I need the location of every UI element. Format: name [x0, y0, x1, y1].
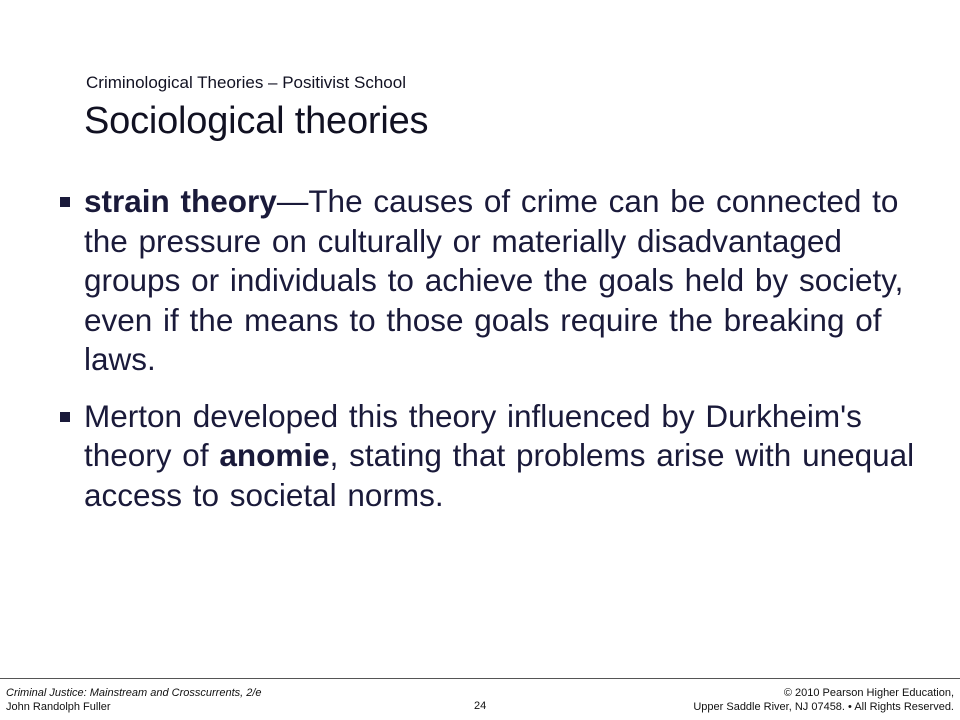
footer-book-title: Criminal Justice: Mainstream and Crosscurrents, 2/e	[6, 687, 262, 699]
copyright-line-2: Upper Saddle River, NJ 07458. • All Rights Reserved.	[693, 701, 954, 713]
bullet-text-before: Merton developed this theory influenced by Durkheim's theory of	[84, 397, 862, 473]
slide-body	[60, 182, 920, 515]
page-number: 24	[474, 700, 487, 712]
footer-author: John Randolph Fuller	[6, 701, 111, 713]
bullet-merton	[60, 397, 920, 516]
bullet-term: anomie	[219, 437, 330, 473]
slide-subtitle: Criminological Theories – Positivist School	[86, 73, 406, 92]
square-bullet-icon	[60, 412, 70, 422]
bullet-text: —The causes of crime can be connected to the pressure on culturally or materially disadvantaged groups or individuals to achieve the goals held by society, even if the means to those goals require the breaking of laws.	[84, 183, 904, 377]
footer-divider	[0, 678, 960, 679]
footer-copyright	[693, 686, 954, 714]
square-bullet-icon	[60, 197, 70, 207]
bullet-strain-theory	[60, 182, 920, 380]
slide-title: Sociological theories	[84, 100, 429, 142]
bullet-term: strain theory	[84, 183, 277, 219]
bullet-text-after: , stating that problems arise with unequal access to societal norms.	[84, 437, 915, 513]
footer-book-info	[6, 686, 262, 714]
copyright-line-1: © 2010 Pearson Higher Education,	[783, 687, 954, 699]
